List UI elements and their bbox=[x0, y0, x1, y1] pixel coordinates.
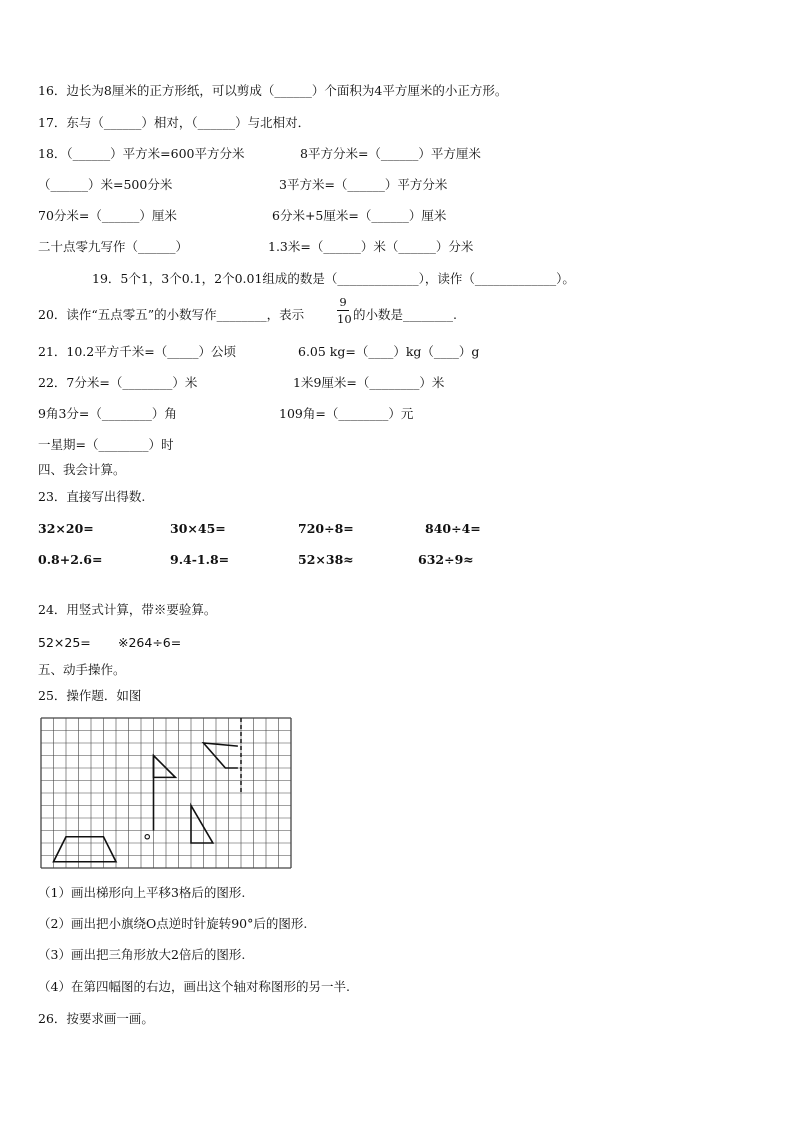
q25-task-3: （3）画出把三角形放大2倍后的图形. bbox=[38, 947, 246, 962]
q25-task-4: （4）在第四幅图的右边，画出这个轴对称图形的另一半. bbox=[38, 979, 350, 994]
question-19: 19．5个1，3个0.1，2个0.01组成的数是（_____________），读作（_____________）。 bbox=[92, 271, 575, 286]
question-17: 17．东与（______）相对，（______）与北相对． bbox=[38, 115, 311, 130]
q22-item-2: 1米9厘米=（________）米 bbox=[293, 375, 445, 390]
q24-title: 24．用竖式计算，带※要验算。 bbox=[38, 602, 217, 617]
q18-item-7: 二十点零九写作（______） bbox=[38, 239, 189, 254]
q22-item-5: 一星期=（________）时 bbox=[38, 437, 174, 452]
q18-item-3: （______）米=500分米 bbox=[38, 177, 173, 192]
q24-calc-2: ※264÷6= bbox=[118, 635, 182, 650]
q25-task-1: （1）画出梯形向上平移3格后的图形. bbox=[38, 885, 246, 900]
grid-shapes bbox=[54, 718, 242, 862]
q20-fraction-bar bbox=[337, 310, 349, 311]
q23-calc-6: 9.4-1.8= bbox=[170, 552, 230, 567]
q18-item-2: 8平方分米=（______）平方厘米 bbox=[300, 146, 481, 161]
q23-calc-1: 32×20= bbox=[38, 521, 94, 536]
section-4-heading: 四、我会计算。 bbox=[38, 462, 126, 477]
q18-item-5: 70分米=（______）厘米 bbox=[38, 208, 177, 223]
q20-fraction-denominator: 10 bbox=[337, 312, 352, 326]
q21-item-2: 6.05 kg=（____）kg（____）g bbox=[298, 344, 480, 359]
q23-calc-4: 840÷4= bbox=[425, 521, 481, 536]
trapezoid-shape bbox=[54, 837, 117, 862]
grid-figure bbox=[40, 717, 292, 869]
q20-fraction-numerator: 9 bbox=[339, 295, 347, 309]
q23-calc-7: 52×38≈ bbox=[298, 552, 354, 567]
q23-calc-2: 30×45= bbox=[170, 521, 226, 536]
q21-item-1: 21．10.2平方千米=（_____）公顷 bbox=[38, 344, 236, 359]
triangle-shape bbox=[191, 806, 213, 844]
section-5-heading: 五、动手操作。 bbox=[38, 662, 126, 677]
q23-calc-8: 632÷9≈ bbox=[418, 552, 474, 567]
q22-item-4: 109角=（________）元 bbox=[279, 406, 414, 421]
q18-item-4: 3平方米=（______）平方分米 bbox=[279, 177, 448, 192]
q23-calc-5: 0.8+2.6= bbox=[38, 552, 103, 567]
q18-item-1: 18．（______）平方米=600平方分米 bbox=[38, 146, 245, 161]
q20-text-before: 20．读作“五点零五”的小数写作________，表示 bbox=[38, 307, 305, 322]
q22-item-3: 9角3分=（________）角 bbox=[38, 406, 177, 421]
q18-item-8: 1.3米=（______）米（______）分米 bbox=[268, 239, 474, 254]
q23-calc-3: 720÷8= bbox=[298, 521, 354, 536]
grid-lines bbox=[41, 718, 291, 868]
question-26: 26．按要求画一画。 bbox=[38, 1011, 154, 1026]
q22-item-1: 22．7分米=（________）米 bbox=[38, 375, 198, 390]
q23-title: 23．直接写出得数. bbox=[38, 489, 146, 504]
point-o-marker bbox=[145, 835, 149, 839]
q24-calc-1: 52×25= bbox=[38, 635, 91, 650]
q18-item-6: 6分米+5厘米=（______）厘米 bbox=[272, 208, 447, 223]
question-16: 16．边长为8厘米的正方形纸，可以剪成（______）个面积为4平方厘米的小正方形。 bbox=[38, 83, 508, 98]
q25-task-2: （2）画出把小旗绕O点逆时针旋转90°后的图形. bbox=[38, 916, 308, 931]
flag-shape bbox=[154, 756, 176, 778]
q25-title: 25．操作题．如图 bbox=[38, 688, 142, 703]
q20-text-after: 的小数是________. bbox=[353, 307, 457, 322]
